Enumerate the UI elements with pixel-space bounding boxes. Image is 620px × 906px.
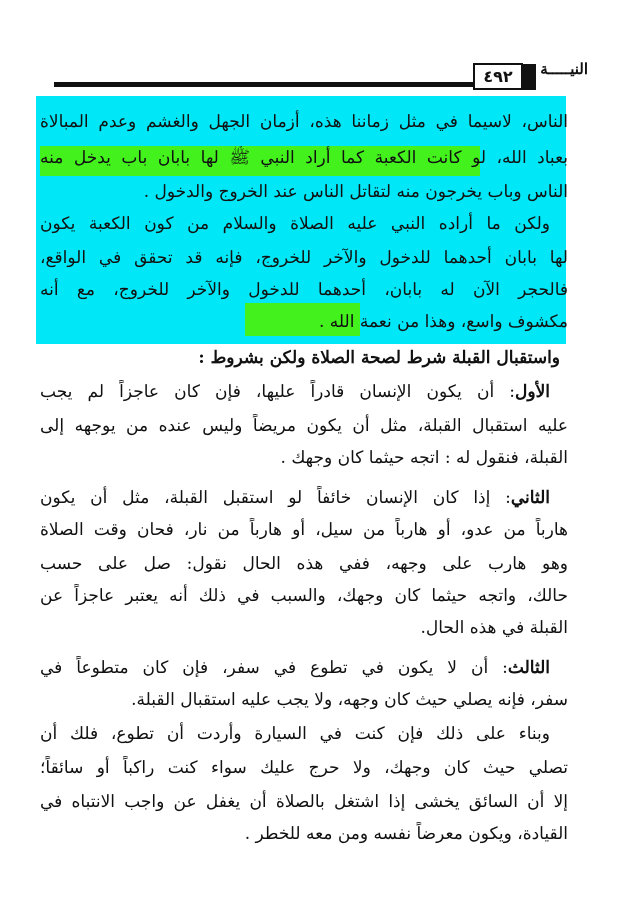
chapter-title: النيـــــة (540, 60, 588, 78)
header-corner-bar (522, 64, 536, 90)
text-line: إلا أن السائق يخشى إذا اشتغل بالصلاة أن يغفل عن واجب الانتباه في (40, 792, 568, 812)
text-line: وهو هارب على وجهه، ففي هذه الحال نقول: صل على حسب (40, 554, 568, 574)
page-number: ٤٩٢ (473, 63, 523, 90)
condition-label: الثالث (507, 658, 550, 678)
text-line: بعباد الله، لو كانت الكعبة كما أراد النبي ﷺ لها بابان باب يدخل منه (40, 148, 568, 168)
text-line: لها بابان أحدهما للدخول والآخر للخروج، فإنه قد تحقق في الواقع، (40, 248, 568, 268)
text-line: القبلة في هذه الحال. (420, 618, 568, 638)
text-line: الثالث: أن لا يكون في تطوع في سفر، فإن كان متطوعاً في (40, 658, 550, 678)
text-line: الناس، لاسيما في مثل زماننا هذه، أزمان الجهل والغشم وعدم المبالاة (40, 112, 568, 132)
text-line: مكشوف واسع، وهذا من نعمة الله . (319, 312, 568, 332)
text-line: هارباً من عدو، أو هارباً من سيل، أو هارباً من نار، فحان وقت الصلاة (40, 520, 568, 540)
text-line: الناس وباب يخرجون منه لتقاتل الناس عند الخروج والدخول . (143, 182, 568, 202)
section-heading: واستقبال القبلة شرط لصحة الصلاة ولكن بشروط : (198, 348, 560, 368)
text-line: فالحجر الآن له بابان، أحدهما للدخول والآخر للخروج، مع أنه (40, 280, 568, 300)
condition-label: الثاني (510, 488, 550, 508)
text-line: الثاني: إذا كان الإنسان خائفاً لو استقبل القبلة، مثل أن يكون (40, 488, 550, 508)
text-line: تصلي حيث كان وجهك، ولا حرج عليك سواء كنت راكباً أو سائقاً؛ (40, 758, 568, 778)
text-line: عليه استقبال القبلة، مثل أن يكون مريضاً وليس عنده من يوجهه إلى (40, 416, 568, 436)
text-line: الأول: أن يكون الإنسان قادراً عليها، فإن كان عاجزاً لم يجب (40, 382, 550, 402)
text-line: القبلة، فنقول له : اتجه حيثما كان وجهك . (280, 448, 568, 468)
condition-label: الأول (515, 382, 550, 402)
text-line: القيادة، ويكون معرضاً نفسه ومن معه للخطر . (244, 824, 568, 844)
header-rule (54, 82, 522, 87)
text-line: وبناء على ذلك فإن كنت في السيارة وأردت أن تطوع، فلك أن (40, 724, 550, 744)
text-line: حالك، واتجه حيثما كان وجهك، والسبب في ذلك أنه يعتبر عاجزاً عن (40, 586, 568, 606)
text-line: سفر، فإنه يصلي حيث كان وجهه، ولا يجب عليه استقبال القبلة. (131, 690, 568, 710)
text-line: ولكن ما أراده النبي عليه الصلاة والسلام من كون الكعبة يكون (40, 214, 550, 234)
